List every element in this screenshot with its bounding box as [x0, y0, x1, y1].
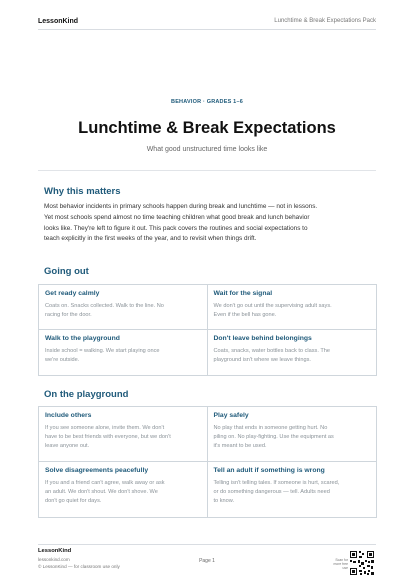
card-title: Include others	[45, 412, 92, 419]
card-line: Telling isn't telling tales. If someone is hurt, scared,	[213, 480, 340, 486]
card-line: If you see someone alone, invite them. We don't	[45, 425, 165, 431]
card-line: Inside school = walking. We start playing once	[45, 348, 160, 354]
card-body	[214, 347, 371, 365]
expectation-card	[39, 462, 208, 517]
why-line: looks like. They're left to figure it out. This pack covers the routines and social expectations to	[44, 224, 308, 232]
card-body	[214, 302, 371, 320]
qr-code-icon	[349, 550, 375, 576]
card-line: No play that ends in someone getting hurt. No	[213, 425, 328, 431]
card-line: We don't go out until the supervising adult says.	[213, 303, 332, 309]
why-line: Yet most schools spend almost no time teaching children what good break and lunch behavior	[44, 213, 310, 221]
card-title: Play safely	[213, 412, 249, 419]
header-brand: LessonKind	[38, 17, 79, 25]
card-title: Solve disagreements peacefully	[45, 467, 149, 474]
card-title: Get ready calmly	[45, 290, 100, 297]
card-line: playground isn't where we leave things.	[213, 357, 311, 364]
why-paragraph	[44, 202, 374, 245]
playground-heading: On the playground	[44, 389, 129, 400]
card-line: Coats, snacks, water bottles back to class. The	[213, 348, 330, 354]
card-body	[45, 479, 201, 507]
card-line: If you and a friend can't agree, walk away or ask	[45, 480, 165, 486]
card-title: Walk to the playground	[45, 335, 120, 342]
expectation-card	[208, 330, 377, 375]
playground-card-grid	[38, 406, 377, 518]
expectation-card	[39, 330, 208, 375]
expectation-card	[39, 407, 208, 462]
card-line: leave anyone out.	[45, 443, 90, 450]
card-body	[45, 424, 201, 452]
page-subtitle: What good unstructured time looks like	[146, 146, 268, 153]
footer-site-link[interactable]: lessonkind.com	[38, 557, 70, 562]
card-title: Don't leave behind belongings	[213, 335, 312, 342]
footer-brand: LessonKind	[38, 548, 72, 554]
card-body	[45, 347, 201, 365]
kicker: BEHAVIOR · GRADES 1–6	[171, 99, 243, 105]
header-doc-title: Lunchtime & Break Expectations Pack	[274, 18, 376, 24]
why-line: teach explicitly in the first weeks of the year, and to revisit when things drift.	[44, 235, 257, 243]
card-line: Coats on. Snacks collected. Walk to the line. No	[45, 303, 164, 309]
card-line: racing for the door.	[45, 312, 92, 319]
expectation-card	[208, 407, 377, 462]
qr-caption: Scan for more free use	[333, 558, 348, 570]
card-title: Wait for the signal	[213, 290, 273, 297]
card-body	[214, 424, 371, 452]
card-line: piling on. No play-fighting. Use the equipment as	[213, 434, 334, 441]
page-title: Lunchtime & Break Expectations	[78, 119, 336, 137]
expectation-card	[208, 285, 377, 330]
page-header	[38, 14, 376, 28]
title-divider	[38, 170, 376, 171]
expectation-card	[208, 462, 377, 517]
card-line: don't go quiet for days.	[45, 498, 102, 505]
card-line: or do something dangerous — tell. Adults need	[213, 489, 330, 496]
going-out-card-grid	[38, 284, 377, 376]
footer-divider	[38, 544, 376, 545]
going-out-heading: Going out	[44, 266, 89, 277]
card-line: Even if the bell has gone.	[213, 312, 277, 319]
footer-copyright: © LessonKind — for classroom use only	[38, 564, 120, 569]
expectation-card	[39, 285, 208, 330]
card-line: have to be best friends with everyone, but we don't	[45, 434, 171, 441]
card-body	[45, 302, 201, 320]
card-title: Tell an adult if something is wrong	[213, 467, 325, 474]
card-line: we're outside.	[45, 357, 80, 364]
page-number: Page 1	[199, 558, 215, 564]
header-divider	[38, 29, 376, 30]
card-line: an adult. We don't shout. We don't shove. We	[45, 489, 158, 496]
card-body	[214, 479, 371, 507]
why-line: Most behavior incidents in primary schools happen during break and lunchtime — not in lessons.	[44, 203, 318, 210]
card-line: it's meant to be used.	[213, 443, 267, 450]
card-line: to know.	[213, 498, 235, 505]
why-heading: Why this matters	[44, 186, 121, 197]
